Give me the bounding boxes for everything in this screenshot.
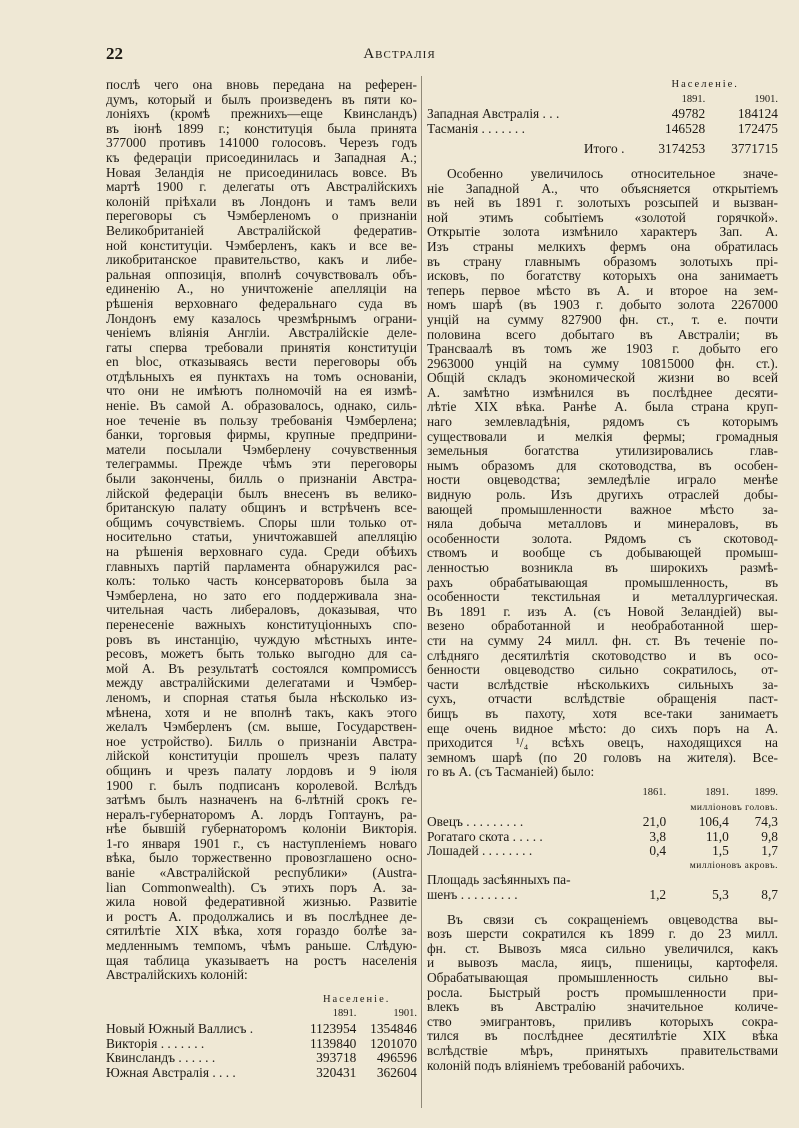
text-line: слѣдняго десятилѣтія скотоводство и въ осо- [427,648,778,663]
text-line: 1900 г. былъ подписанъ королевой. Вслѣдъ [106,778,417,793]
table-row [106,1066,417,1081]
right-column [427,78,778,1073]
text-line: еще очень видное мѣсто: до сихъ поръ на А. [427,721,778,736]
year-1861: 1861. [642,786,667,798]
text-line: и ростъ А. продолжались и въ послѣднее де- [106,909,417,924]
text-line: въ страну главнымъ образомъ золотыхъ прі- [427,254,778,269]
text-line: ваніе «Австралійской республики» (Austra- [106,866,417,881]
text-line: нымъ образомъ для скотоводства, въ особен- [427,458,778,473]
area-1861: 1,2 [649,887,667,903]
text-line: Трансваалѣ въ томъ же 1903 г. добыто его [427,342,778,357]
text-line: мѣнена, хотя и не вполнѣ такъ, какъ этого [106,705,417,720]
text-line: особенности золота. Рядомъ съ скотовод- [427,531,778,546]
text-line: ство эмигрантовъ, приливъ которыхъ сокра- [427,1014,778,1029]
pop-1901: 184124 [737,106,778,122]
year-1891: 1891. [332,1008,357,1020]
total-1901: 3771715 [731,141,778,157]
population-table-continued [427,78,778,157]
area-row [427,888,778,903]
pop-1901: 496596 [376,1050,417,1066]
text-line: существовали и мелкія фермы; громадныя [427,429,778,444]
text-line: жила новой федеративной жизнью. Развитіе [106,895,417,910]
text-line: влекъ въ Австралію значительное количе- [427,1000,778,1015]
text-line: lian Commonwealth). Съ этихъ поръ А. за- [106,880,417,895]
region-name: Квинсландъ . . . . . . [106,1050,216,1066]
livestock-table [427,786,778,903]
text-line: колоній пріѣхали въ Лондонъ и тамъ вели [106,194,417,209]
text-line: ровъ въ инстанцію, чуждую мѣстныхъ инте- [106,632,417,647]
text-line: ченіемъ вліянія Англіи. Австралійскіе деле- [106,326,417,341]
running-head: Австралія [363,46,436,62]
text-line: колоній подъ вліяніемъ требованій рабочихъ. [427,1058,685,1073]
pop-1891: 1139840 [309,1035,357,1051]
text-line: Изъ страны мелкихъ фермъ она обратилась [427,239,778,254]
text-line: мой А. Въ результатѣ состоялся компромиссъ [106,661,417,676]
text-line: ной этимъ событіемъ «золотой горячкой». [427,210,778,225]
text-line: на рѣшенія верховнаго суда. Среди обѣихъ [106,545,417,559]
right-text [427,167,778,780]
text-line: британскую палату общинъ и встрѣченъ все- [106,501,417,516]
text-line: исковъ, по богатству которыхъ она занимаетъ [427,269,778,284]
text-line: нѣе бывшій губернаторомъ колоніи Викторія. [106,822,417,837]
text-line: Въ связи съ сокращеніемъ овцеводства вы- [447,912,778,927]
text-line: приходится ¹/₄ всѣхъ овецъ, находящихся на [427,736,778,751]
text-line: рахъ обрабатывающая промышленность, въ [427,575,778,590]
pop-1891: 49782 [671,106,706,122]
text-line: колъ: только часть консерваторовъ была за [106,574,417,589]
left-text [106,78,417,983]
livestock-name: Рогатаго скота . . . . . [427,828,543,844]
area-label-line2: шенъ . . . . . . . . . [427,887,518,903]
text-line: чительная часть либераловъ, доказывая, что [106,603,417,618]
text-line: были закончены, билль о признаніи Австра- [106,472,417,487]
total-label: Итого . [583,141,625,157]
text-line: фн. ст. Вывозъ мяса сильно увеличился, какъ [427,941,778,956]
text-line: главныхъ партій парламента обнаружился рас- [106,559,417,574]
text-line: общинъ и чрезъ палату лордовъ и 9 іюля [106,763,417,778]
text-line: перенесеніе важныхъ конституціонныхъ спо- [106,617,417,632]
text-line: думъ, который и былъ произведенъ въ пяти ко- [106,92,417,107]
text-line: возъ шерсти сократился къ 1899 г. до 23 милл. [427,927,778,942]
text-line: А. замѣтно измѣнился въ послѣднее десяти- [427,385,778,400]
text-line: сти на сумму 24 милл. фн. ст. Въ теченіе по- [427,633,778,648]
text-line: Чэмберлена, но зато его поддерживала зна- [106,588,417,603]
text-line: теперь первое мѣсто въ А. и второе на зем- [427,283,778,298]
pop-1891: 393718 [316,1050,357,1066]
text-line: земномъ шарѣ (по 20 головъ на жителя). Все- [427,750,778,765]
text-line: ности овцеводства; земледѣліе играло менѣе [427,473,778,488]
text-line: половина всего добытаго въ Австраліи; въ [427,327,778,342]
text-line: Великобританіей Австралійской федератив- [106,223,417,238]
value-1891: 11,0 [705,828,729,844]
text-line: ресовъ, можетъ быть только выгодно для са- [106,647,417,662]
text-line: Общій складъ экономической жизни во всей [427,371,778,386]
text-line: единенію А., но уничтоженіе апелляціи на [106,282,417,297]
text-line: росла. Быстрый ростъ промышленности при- [427,985,778,1000]
text-line: вслѣдствіе мѣръ, принятыхъ правительствами [427,1044,778,1058]
pop-1891: 146528 [665,120,706,136]
value-1899: 9,8 [761,828,778,844]
area-1899: 8,7 [761,887,778,903]
livestock-name: Овецъ . . . . . . . . . [427,814,524,830]
text-line: 377000 противъ 141000 голосовъ. Черезъ годъ [106,136,417,151]
text-line: ной конституціи. Чэмберленъ, какъ и все ве- [106,238,417,253]
value-1861: 0,4 [649,843,667,859]
pop-1891: 1123954 [309,1021,357,1036]
text-line: общимъ сочувствіемъ. Споры шли только от- [106,515,417,530]
text-line: везено обработанной и необработанной шер- [427,619,778,634]
right-text-2 [427,913,778,1074]
unit-heads: милліоновъ головъ. [690,802,778,813]
text-line: Особенно увеличилось относительное значе- [447,166,778,181]
text-line: телеграммы. Прежде чѣмъ эти переговоры [106,457,417,472]
text-line: мартѣ 1900 г. делегаты отъ Австралійскихъ [106,180,417,195]
text-line: и вывозъ масла, яицъ, пшеницы, картофеля. [427,956,778,971]
text-line: гаты сперва требовали принятія конституціи [106,340,417,355]
total-1891: 3174253 [658,141,706,157]
text-line: няла добыча металловъ и минераловъ, въ [427,517,778,532]
text-line: банки, торговыя фирмы, крупные предприни- [106,428,417,443]
table-row [106,1037,417,1052]
text-line: желалъ Чэмберленъ (см. выше, Государствен- [106,720,417,735]
table-row [106,1022,417,1037]
area-label-line1: Площадь засѣянныхъ па- [427,872,571,888]
text-line: нералъ-губернаторомъ А. лордъ Гоптаунъ, ра- [106,807,417,822]
text-line: ствомъ и вообще съ добывающей промыш- [427,546,778,561]
text-line: отдѣльныхъ ея пунктахъ на томъ основаніи, [106,369,417,384]
value-1891: 106,4 [698,814,729,830]
text-line: медленнымъ темпомъ, чѣмъ раньше. Слѣдую- [106,939,417,954]
page-number: 22 [106,44,123,63]
text-line: унцій на сумму 827900 фн. ст., т. е. почти [427,312,778,327]
text-line: en bloc, отказываясь вести переговоры объ [106,355,417,370]
text-line: леномъ, и спорная статья была нѣсколько из- [106,690,417,705]
left-column [106,78,417,1080]
unit-acres: милліоновъ акровъ. [689,860,778,871]
total-row [427,142,778,157]
text-line: къ федераціи присоединилась и Западная А.; [106,150,417,165]
text-line: бенности овцеводство сильно сократилось, от- [427,663,778,678]
livestock-row [427,830,778,845]
pop-1891: 320431 [316,1064,357,1080]
text-line: 2963000 унцій на сумму 10815000 фн. ст.). [427,356,778,371]
text-line: видную роль. Изъ другихъ отраслей добы- [427,488,778,503]
text-line: щая таблица указываетъ на ростъ населенія [106,953,417,968]
area-1891: 5,3 [712,887,729,903]
text-line: лоніяхъ (кромѣ прежнихъ—еще Квинсландъ) [106,107,417,122]
text-line: ликобританское правительство, какъ и либе- [106,253,417,268]
text-line: сятилѣтіе XIX вѣка, хотя гораздо болѣе за- [106,924,417,939]
value-1899: 74,3 [754,814,778,830]
text-line: ное теченіе въ пользу требованія Чэмберлена; [106,413,417,428]
text-line: вѣка, было торжественно провозглашено осно- [106,851,417,866]
pop-1901: 172475 [737,120,778,136]
year-1891: 1891. [705,786,729,798]
table-row [427,122,778,137]
pop-1901: 1354846 [370,1021,417,1036]
text-line: переговоры съ Чэмберленомъ о признаніи [106,209,417,224]
text-line: ральная оппозиція, вполнѣ сочувствовалъ объ- [106,267,417,282]
text-line: го въ А. (съ Тасманіей) было: [427,765,595,780]
text-line: Въ 1891 г. изъ А. (съ Новой Зеландіей) вы- [427,604,778,619]
year-1901: 1901. [754,93,778,105]
text-line: части вслѣдствіе нѣсколькихъ сильныхъ за- [427,677,778,692]
region-name: Западная Австралія . . . [427,106,560,122]
livestock-name: Лошадей . . . . . . . . [427,843,533,859]
text-line: земельныя богатства утилизировались глав- [427,444,778,459]
text-line: Открытіе золота измѣнило характеръ Зап. А. [427,225,778,240]
value-1861: 3,8 [649,828,667,844]
livestock-row [427,815,778,830]
region-name: Южная Австралія . . . . [106,1064,236,1080]
text-line: рѣшенія верховнаго федеральнаго суда въ [106,296,417,311]
text-line: наго землевладѣнія, рядомъ съ которымъ [427,415,778,430]
pop-1901: 362604 [376,1064,417,1080]
pop-1901: 1201070 [370,1035,417,1051]
text-line: вающей промышленности важное мѣсто за- [427,502,778,517]
value-1899: 1,7 [761,843,778,859]
text-line: между австралійскими делегатами и Чэмбер- [106,676,417,691]
text-line: въ ней въ 1891 г. золотыхъ розсыпей и вызван- [427,196,778,211]
text-line: Обрабатывающая промышленность сильно вы- [427,971,778,986]
text-line: номъ шарѣ (въ 1903 г. добыто золота 2267000 [427,298,778,313]
table-row [106,1051,417,1066]
text-line: сухъ, отчасти вслѣдствіе обращенія паст- [427,692,778,707]
region-name: Тасманія . . . . . . . [427,120,525,136]
text-line: лійской федераціи былъ внесенъ въ велико- [106,486,417,501]
text-line: особенности текстильная и металлургическая. [427,590,778,605]
value-1891: 1,5 [712,843,729,859]
value-1861: 21,0 [642,814,667,830]
text-line: 1-го января 1901 г., съ наступленіемъ новаго [106,836,417,851]
text-line: Лондонъ ему казалось чрезмѣрнымъ ограни- [106,311,417,326]
text-line: носительно статьи, уничтожавшей апелляцію [106,530,417,545]
text-line: лѣтіе XIX вѣка. Ранѣе А. была страна круп- [427,400,778,415]
region-name: Новый Южный Валлисъ . [106,1021,254,1036]
text-line: затѣмъ былъ назначенъ на 6-лѣтній срокъ ге- [106,793,417,808]
text-line: что они не имѣютъ полномочій на ея измѣ- [106,384,417,399]
text-line: лійской конституціи прошелъ чрезъ палату [106,749,417,764]
year-1901: 1901. [393,1008,417,1020]
text-line: тился въ послѣднее десятилѣтіе XIX вѣка [427,1029,778,1044]
text-line: Австралійскихъ колоній: [106,968,248,983]
text-line: матели посылали Чэмберлену сочувственныя [106,442,417,457]
livestock-row [427,844,778,859]
population-table-header: Населеніе. [322,993,391,1005]
text-line: бищъ въ пахоту, хотя все-таки занимаетъ [427,706,778,721]
text-line: въ іюнѣ 1899 г.; конституція была принята [106,121,417,136]
text-line: послѣ чего она вновь передана на референ- [106,78,417,92]
column-divider [421,76,422,1108]
text-line: ленностью возникла въ широкихъ размѣ- [427,561,778,575]
table-row [427,107,778,122]
text-line: неніе. Въ самой А. образовалось, однако, силь- [106,399,417,414]
year-1891: 1891. [681,93,706,105]
region-name: Викторія . . . . . . . [106,1035,205,1051]
population-table-cont-header: Населеніе. [671,79,739,90]
population-table [106,993,417,1081]
text-line: Новая Зеландія не присоединилась вовсе. Въ [106,165,417,180]
year-1899: 1899. [754,786,778,798]
text-line: ное устройство). Билль о признаніи Австра- [106,734,417,749]
text-line: ніе Западной А., что объясняется открытіемъ [427,181,778,196]
